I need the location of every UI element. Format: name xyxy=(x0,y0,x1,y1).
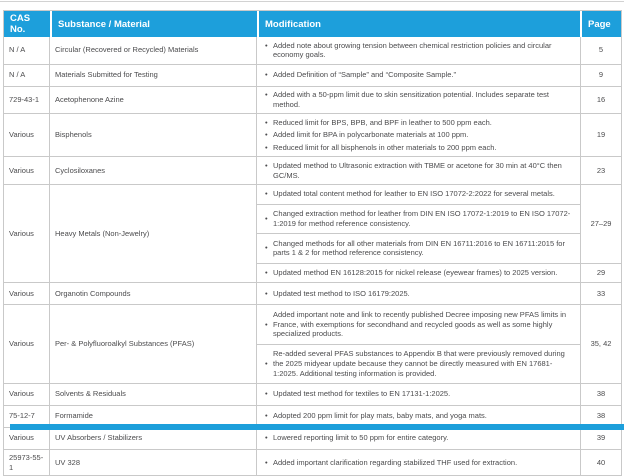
substance-cell: Solvents & Residuals xyxy=(50,384,257,405)
modification-item xyxy=(257,410,580,423)
bullet-icon: • xyxy=(265,189,268,199)
modification-text: Lowered reporting limit to 50 ppm for entire category. xyxy=(273,433,449,443)
modification-items xyxy=(257,264,580,283)
table-body xyxy=(4,37,621,475)
table-row xyxy=(4,113,621,156)
cas-no-cell: Various xyxy=(4,283,50,304)
modification-section xyxy=(257,384,621,405)
substance-cell: Materials Submitted for Testing xyxy=(50,65,257,86)
modification-item xyxy=(257,305,580,343)
modification-items xyxy=(257,305,580,383)
modification-text: Added important note and link to recently published Decree imposing new PFAS limits in France, with exemptions for secondhand and recycled goods as well as some highly specialized products. xyxy=(273,309,567,339)
modification-item xyxy=(257,388,580,401)
modification-items xyxy=(257,157,580,184)
page-cell: 40 xyxy=(580,450,621,476)
page-cell: 38 xyxy=(580,406,621,427)
bullet-icon: • xyxy=(265,40,268,50)
table-row xyxy=(4,86,621,114)
modification-item xyxy=(257,264,580,283)
modification-item xyxy=(257,456,580,469)
table-row xyxy=(4,449,621,476)
cas-no-cell: 25973-55-1 xyxy=(4,450,50,476)
modification-text: Added Definition of “Sample” and “Composite Sample.” xyxy=(273,70,457,80)
bullet-icon: • xyxy=(265,117,268,127)
modification-area xyxy=(257,450,621,476)
modification-section xyxy=(257,65,621,86)
cas-no-cell: Various xyxy=(4,428,50,449)
modifications-table xyxy=(3,10,622,476)
table-row xyxy=(4,304,621,383)
modification-area xyxy=(257,185,621,283)
table-row xyxy=(4,156,621,184)
modification-item xyxy=(257,204,580,234)
modification-items xyxy=(257,283,580,304)
modification-text: Re-added several PFAS substances to Appendix B that were previously removed during the 2025 midyear update because they cannot be directly measured with EN 17681-1:2025. Additional testing information is provided. xyxy=(273,349,565,378)
bullet-icon: • xyxy=(265,457,268,467)
modification-item xyxy=(257,89,580,112)
modification-item xyxy=(257,159,580,182)
cas-no-cell: 729-43-1 xyxy=(4,87,50,114)
bullet-icon: • xyxy=(265,358,268,368)
modification-area xyxy=(257,37,621,64)
modification-text: Changed methods for all other materials from DIN EN 16711:2016 to EN 16711:2015 for parts 1 & 2 for method reference consistency. xyxy=(273,238,565,258)
substance-cell: Heavy Metals (Non-Jewelry) xyxy=(50,185,257,283)
modification-area xyxy=(257,114,621,156)
modification-items xyxy=(257,450,580,476)
bullet-icon: • xyxy=(265,160,268,170)
substance-cell: UV Absorbers / Stabilizers xyxy=(50,428,257,449)
modification-section xyxy=(257,283,621,304)
modification-item xyxy=(257,432,580,445)
bullet-icon: • xyxy=(265,433,268,443)
modification-section xyxy=(257,450,621,476)
modification-area xyxy=(257,283,621,304)
modification-items xyxy=(257,87,580,114)
bullet-icon: • xyxy=(265,143,268,152)
header-cas-no: CAS No. xyxy=(10,13,31,35)
modification-text: Adopted 200 ppm limit for play mats, baby mats, and yoga mats. xyxy=(273,411,487,421)
table-row xyxy=(4,184,621,283)
page-cell: 23 xyxy=(580,157,621,184)
bullet-icon: • xyxy=(265,411,268,421)
modification-text: Changed extraction method for leather from DIN EN ISO 17072-1:2019 to EN ISO 17072-1:2019 for method reference consistency. xyxy=(273,209,571,228)
page-cell: 16 xyxy=(580,87,621,114)
modification-item xyxy=(257,116,580,129)
modification-section xyxy=(257,114,621,156)
bullet-icon: • xyxy=(265,130,268,140)
substance-cell: UV 328 xyxy=(50,450,257,476)
modification-section xyxy=(257,263,621,283)
substance-cell: Bisphenols xyxy=(50,114,257,156)
modification-text: Added note about growing tension between chemical restriction policies and circular economy goals. xyxy=(273,40,552,60)
modification-text: Updated test method for textiles to EN 17131-1:2025. xyxy=(273,389,451,399)
cas-no-cell: N / A xyxy=(4,37,50,64)
modification-text: Reduced limit for BPS, BPB, and BPF in leather to 500 ppm each. xyxy=(273,117,492,127)
modification-text: Added with a 50-ppm limit due to skin sensitization potential. Includes separate test method. xyxy=(273,90,549,109)
modification-area xyxy=(257,384,621,405)
cas-no-cell: Various xyxy=(4,384,50,405)
modification-section xyxy=(257,37,621,64)
modification-area xyxy=(257,65,621,86)
bullet-icon: • xyxy=(265,268,268,277)
bullet-icon: • xyxy=(265,213,268,223)
modification-item xyxy=(257,344,580,383)
table-row xyxy=(4,282,621,304)
table-row xyxy=(4,383,621,405)
page-cell: 19 xyxy=(580,114,621,156)
cas-no-cell: Various xyxy=(4,157,50,184)
page-cell: 39 xyxy=(580,428,621,449)
page-cell: 29 xyxy=(580,264,621,283)
header-page: Page xyxy=(580,11,621,37)
modification-items xyxy=(257,185,580,263)
modification-items xyxy=(257,384,580,405)
table-header-row xyxy=(4,11,621,37)
cas-no-cell: Various xyxy=(4,305,50,383)
page-cell: 33 xyxy=(580,283,621,304)
table-row xyxy=(4,64,621,86)
header-substance: Substance / Material xyxy=(50,11,257,37)
cas-no-cell: Various xyxy=(4,114,50,156)
modification-text: Added limit for BPA in polycarbonate materials at 100 ppm. xyxy=(273,130,469,140)
substance-cell: Formamide xyxy=(50,406,257,427)
table-row xyxy=(4,37,621,64)
bullet-icon: • xyxy=(265,70,268,80)
modification-item xyxy=(257,129,580,142)
modification-item xyxy=(257,185,580,204)
modification-section xyxy=(257,185,621,263)
bullet-icon: • xyxy=(265,389,268,399)
table-row xyxy=(4,427,621,449)
bullet-icon: • xyxy=(265,243,268,253)
cas-no-cell: 75-12-7 xyxy=(4,406,50,427)
modification-items xyxy=(257,37,580,64)
substance-cell: Per- & Polyfluoroalkyl Substances (PFAS) xyxy=(50,305,257,383)
modification-text: Updated method EN 16128:2015 for nickel release (eyewear frames) to 2025 version. xyxy=(273,268,558,277)
substance-cell: Acetophenone Azine xyxy=(50,87,257,114)
modification-item xyxy=(257,142,580,155)
bullet-icon: • xyxy=(265,90,268,99)
page-cell: 38 xyxy=(580,384,621,405)
page-cell: 5 xyxy=(580,37,621,64)
modification-area xyxy=(257,87,621,114)
modification-text: Reduced limit for all bisphenols in other materials to 200 ppm each. xyxy=(273,143,497,152)
top-divider xyxy=(0,1,624,2)
modification-text: Updated method to Ultrasonic extraction with TBME or acetone for 30 min at 40°C then GC/MS. xyxy=(273,160,562,180)
cas-no-cell: N / A xyxy=(4,65,50,86)
bottom-accent-bar xyxy=(10,424,624,430)
page-cell: 9 xyxy=(580,65,621,86)
modification-items xyxy=(257,114,580,156)
modification-text: Updated test method to ISO 16179:2025. xyxy=(273,288,410,298)
page-cell: 35, 42 xyxy=(580,305,621,383)
modification-item xyxy=(257,287,580,300)
modification-section xyxy=(257,87,621,114)
modification-text: Added important clarification regarding stabilized THF used for extraction. xyxy=(273,457,518,467)
modification-text: Updated total content method for leather to EN ISO 17072-2:2022 for several metals. xyxy=(273,189,555,199)
bullet-icon: • xyxy=(265,319,268,329)
modification-item xyxy=(257,39,580,62)
substance-cell: Circular (Recovered or Recycled) Materials xyxy=(50,37,257,64)
header-modification: Modification xyxy=(257,11,580,37)
substance-cell: Cyclosiloxanes xyxy=(50,157,257,184)
modification-item xyxy=(257,69,580,82)
substance-cell: Organotin Compounds xyxy=(50,283,257,304)
bullet-icon: • xyxy=(265,288,268,298)
modification-area xyxy=(257,157,621,184)
modification-item xyxy=(257,233,580,263)
modification-section xyxy=(257,157,621,184)
page-cell: 27–29 xyxy=(580,185,621,263)
cas-no-cell: Various xyxy=(4,185,50,283)
modification-items xyxy=(257,65,580,86)
modification-section xyxy=(257,305,621,383)
modification-area xyxy=(257,305,621,383)
